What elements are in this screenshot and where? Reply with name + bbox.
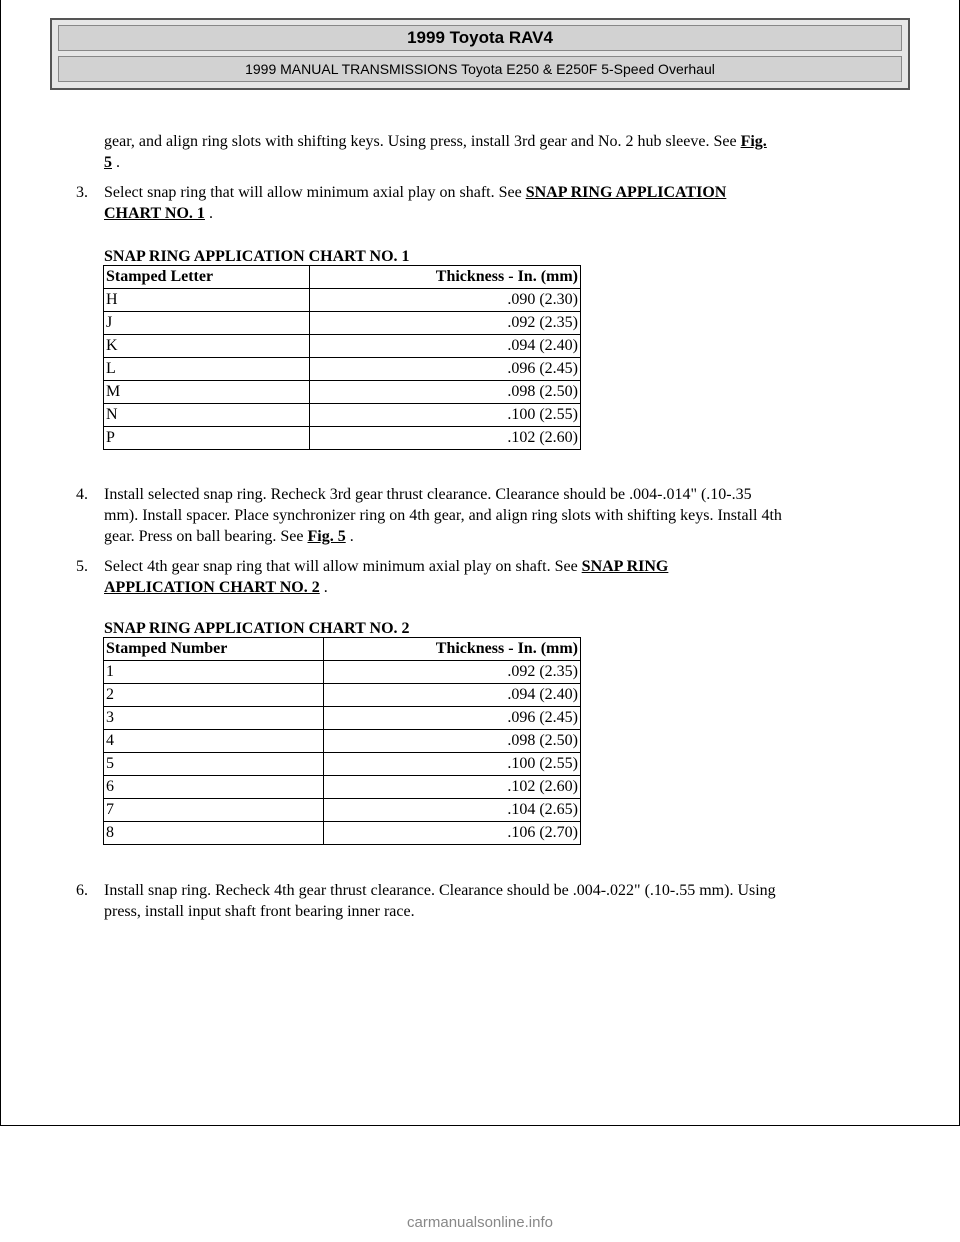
table-cell-thickness: .094 (2.40): [310, 335, 581, 358]
table-cell-thickness: .106 (2.70): [324, 822, 581, 845]
table-cell-code: 2: [104, 684, 324, 707]
table-cell-code: 7: [104, 799, 324, 822]
intro-line-2: [104, 152, 904, 173]
table-cell-thickness: .098 (2.50): [310, 381, 581, 404]
table-row: [104, 661, 581, 684]
intro-text: gear, and align ring slots with shifting keys. Using press, install 3rd gear and No. 2 hub sleeve. See: [104, 133, 737, 150]
step-6-number: 6.: [76, 882, 88, 899]
step-3-line-2: [104, 203, 904, 224]
column-header: Thickness - In. (mm): [324, 638, 581, 661]
chart1-body: [104, 289, 581, 450]
table-row: [104, 427, 581, 450]
table-cell-code: 8: [104, 822, 324, 845]
column-header: Stamped Number: [104, 638, 324, 661]
chart2-link[interactable]: SNAP RING: [581, 558, 669, 575]
document-header: [50, 18, 910, 90]
table-cell-thickness: .100 (2.55): [310, 404, 581, 427]
table-cell-code: P: [104, 427, 310, 450]
column-header: Stamped Letter: [104, 266, 310, 289]
step-6-line-2: press, install input shaft front bearing inner race.: [104, 903, 415, 920]
table-cell-thickness: .092 (2.35): [324, 661, 581, 684]
table-cell-thickness: .096 (2.45): [324, 707, 581, 730]
step-4-line-3: [104, 526, 904, 547]
chart2-caption: SNAP RING APPLICATION CHART NO. 2: [104, 620, 410, 637]
chart1-link-cont[interactable]: CHART NO. 1: [104, 205, 205, 222]
table-cell-code: J: [104, 312, 310, 335]
intro-tail: .: [116, 154, 120, 171]
snap-ring-chart-1: [103, 265, 581, 450]
step-5-number: 5.: [76, 558, 88, 575]
step-6-line-1: Install snap ring. Recheck 4th gear thrust clearance. Clearance should be .004-.022" (.10-.55 mm). Using: [104, 882, 776, 899]
table-cell-thickness: .098 (2.50): [324, 730, 581, 753]
table-cell-code: N: [104, 404, 310, 427]
table-cell-thickness: .102 (2.60): [310, 427, 581, 450]
step-4-tail: .: [349, 528, 354, 545]
fig5-link-cont[interactable]: 5: [104, 154, 112, 171]
table-cell-code: 4: [104, 730, 324, 753]
table-cell-thickness: .092 (2.35): [310, 312, 581, 335]
step-4-line-2: mm). Install spacer. Place synchronizer ring on 4th gear, and align ring slots with shifting keys. Install 4th: [104, 507, 782, 524]
column-header: Thickness - In. (mm): [310, 266, 581, 289]
table-cell-code: M: [104, 381, 310, 404]
table-row: [104, 404, 581, 427]
header-title: 1999 Toyota RAV4: [58, 25, 902, 51]
table-cell-thickness: .094 (2.40): [324, 684, 581, 707]
fig5-link-2[interactable]: Fig. 5: [307, 528, 346, 545]
table-row: [104, 753, 581, 776]
table-cell-code: H: [104, 289, 310, 312]
step-4-text: gear. Press on ball bearing. See: [104, 528, 304, 545]
intro-line-1: [104, 131, 904, 152]
snap-ring-chart-2: [103, 637, 581, 845]
table-cell-thickness: .102 (2.60): [324, 776, 581, 799]
table-row: [104, 822, 581, 845]
table-cell-thickness: .100 (2.55): [324, 753, 581, 776]
table-header-row: [104, 266, 581, 289]
chart1-caption: SNAP RING APPLICATION CHART NO. 1: [104, 248, 410, 265]
table-cell-code: 1: [104, 661, 324, 684]
table-cell-code: K: [104, 335, 310, 358]
header-subtitle: 1999 MANUAL TRANSMISSIONS Toyota E250 & E250F 5-Speed Overhaul: [58, 56, 902, 82]
table-cell-thickness: .090 (2.30): [310, 289, 581, 312]
step-3-tail: .: [208, 205, 213, 222]
chart2-link-cont[interactable]: APPLICATION CHART NO. 2: [104, 579, 320, 596]
watermark-footer: carmanualsonline.info: [407, 1214, 553, 1231]
step-5-line-2: [104, 577, 904, 598]
table-cell-code: 6: [104, 776, 324, 799]
step-5-text: Select 4th gear snap ring that will allow minimum axial play on shaft. See: [104, 558, 578, 575]
table-row: [104, 730, 581, 753]
step-5-line-1: [104, 556, 904, 577]
table-row: [104, 312, 581, 335]
table-cell-code: 5: [104, 753, 324, 776]
step-5-tail: .: [323, 579, 328, 596]
table-row: [104, 684, 581, 707]
chart2-body: [104, 661, 581, 845]
step-4-line-1: Install selected snap ring. Recheck 3rd gear thrust clearance. Clearance should be .004-.014" (.10-.35: [104, 486, 752, 503]
table-row: [104, 776, 581, 799]
table-row: [104, 289, 581, 312]
step-3-line-1: [104, 182, 904, 203]
fig5-link[interactable]: Fig.: [740, 133, 767, 150]
table-row: [104, 358, 581, 381]
chart1-link[interactable]: SNAP RING APPLICATION: [525, 184, 727, 201]
step-3-number: 3.: [76, 184, 88, 201]
table-header-row: [104, 638, 581, 661]
table-row: [104, 707, 581, 730]
table-cell-thickness: .096 (2.45): [310, 358, 581, 381]
table-cell-thickness: .104 (2.65): [324, 799, 581, 822]
table-cell-code: 3: [104, 707, 324, 730]
table-row: [104, 335, 581, 358]
step-3-text: Select snap ring that will allow minimum axial play on shaft. See: [104, 184, 522, 201]
table-cell-code: L: [104, 358, 310, 381]
table-row: [104, 381, 581, 404]
table-row: [104, 799, 581, 822]
step-4-number: 4.: [76, 486, 88, 503]
